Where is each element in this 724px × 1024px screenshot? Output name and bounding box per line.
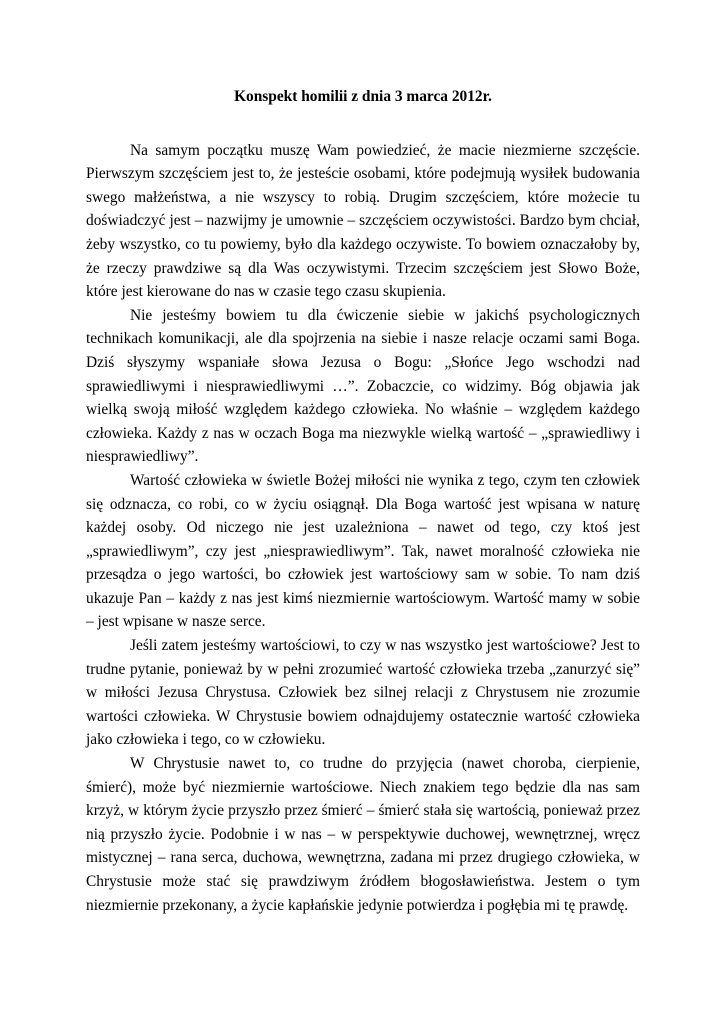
paragraph-5: W Chrystusie nawet to, co trudne do przyjęcia (nawet choroba, cierpienie, śmierć), może być niezmiernie wartościowe. Niech znakiem tego będzie dla nas sam krzyż, w którym życie przyszło przez śmierć – śmierć stała się wartością, ponieważ przez nią przyszło życie. Podobnie i w nas – w perspektywie duchowej, wewnętrznej, wręcz mistycznej – rana serca, duchowa, wewnętrzna, zadana mi przez drugiego człowieka, w Chrystusie może stać się prawdziwym źródłem błogosławieństwa. Jestem o tym niezmiernie przekonany, a życie kapłańskie jedynie potwierdza i pogłębia mi tę prawdę. (86, 755, 640, 914)
document-title: Konspekt homilii z dnia 3 marca 2012r. (234, 88, 492, 105)
paragraph-2: Nie jesteśmy bowiem tu dla ćwiczenie siebie w jakichś psychologicznych technikach komunikacji, ale dla spojrzenia na siebie i nasze relacje oczami sami Boga. Dziś słyszymy wspaniałe słowa Jezusa o Bogu: „Słońce Jego wschodzi nad sprawiedliwymi i niesprawiedliwymi …”. Zobaczcie, co widzimy. Bóg objawia jak wielką swoją miłość względem każdego człowieka. No właśnie – względem każdego człowieka. Każdy z nas w oczach Boga ma niezwykle wielką wartość – „sprawiedliwy i niesprawiedliwy”. (86, 306, 640, 466)
paragraph-1: Na samym początku muszę Wam powiedzieć, że macie niezmierne szczęście. Pierwszym szczęściem jest to, że jesteście osobami, które podejmują wysiłek budowania swego małżeństwa, a nie wszyscy to robią. Drugim szczęściem, które możecie tu doświadczyć jest – nazwijmy je umownie – szczęściem oczywistości. Bardzo bym chciał, żeby wszystko, co tu powiemy, było dla każdego oczywiste. To bowiem oznaczałoby by, że rzeczy prawdziwe są dla Was oczywistymi. Trzecim szczęściem jest Słowo Boże, które jest kierowane do nas w czasie tego czasu skupienia. (86, 141, 640, 301)
paragraph-4: Jeśli zatem jesteśmy wartościowi, to czy w nas wszystko jest wartościowe? Jest to trudne pytanie, ponieważ by w pełni zrozumieć wartość człowieka trzeba „zanurzyć się” w miłości Jezusa Chrystusa. Człowiek bez silnej relacji z Chrystusem nie zrozumie wartości człowieka. W Chrystusie bowiem odnajdujemy ostatecznie wartość człowieka jako człowieka i tego, co w człowieku. (86, 637, 640, 749)
document-page (86, 85, 640, 917)
paragraph-3: Wartość człowieka w świetle Bożej miłości nie wynika z tego, czym ten człowiek się odznacza, co robi, co w życiu osiągnął. Dla Boga wartość jest wpisana w naturę każdej osoby. Od niczego nie jest uzależniona – nawet od tego, czy ktoś jest „sprawiedliwym”, czy jest „niesprawiedliwym”. Tak, nawet moralność człowieka nie przesądza o jego wartości, bo człowiek jest wartościowy sam w sobie. To nam dziś ukazuje Pan – każdy z nas jest kimś niezmiernie wartościowym. Wartość mamy w sobie – jest wpisane w nasze serce. (86, 471, 640, 631)
